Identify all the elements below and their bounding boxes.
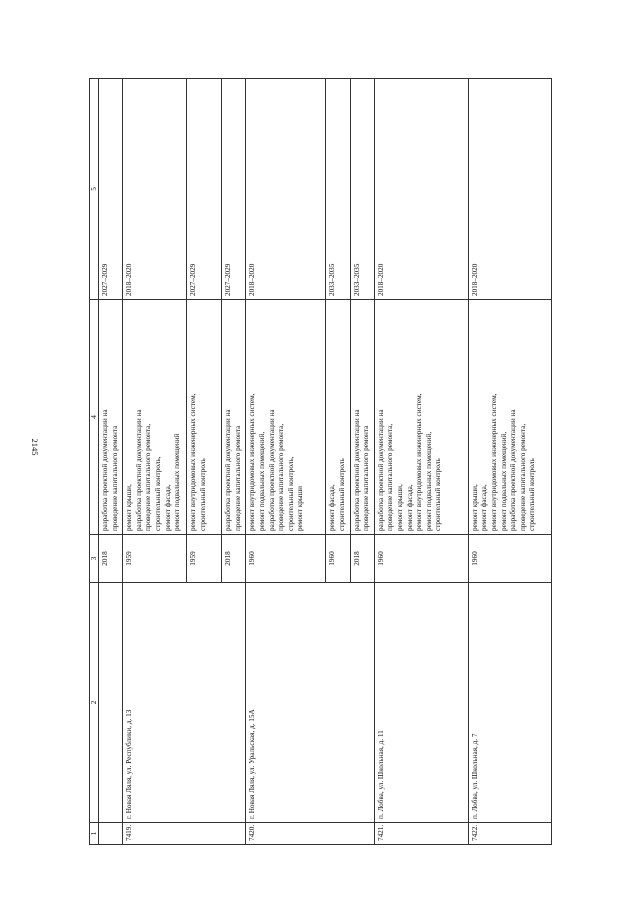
year-cell: 1960	[374, 535, 468, 583]
works-cell	[350, 300, 374, 535]
year-cell: 2018	[99, 535, 123, 583]
work-line: ремонт фасада,	[328, 484, 337, 531]
works-cell	[326, 300, 350, 535]
year-cell: 1959	[187, 535, 222, 583]
column-header: 1	[90, 823, 99, 845]
work-line: проведение капитального ремонта	[233, 425, 242, 531]
year-cell: 1960	[246, 535, 326, 583]
works-cell	[374, 300, 468, 535]
work-line: разработка проектной документации на	[267, 409, 276, 531]
table-row	[99, 79, 123, 845]
address-cell: г. Новая Ляля, ул. Республики, д. 13	[123, 583, 246, 823]
work-line: ремонт подвальных помещений,	[499, 431, 508, 531]
work-line: проведение капитального ремонта	[110, 425, 119, 531]
item-number-cell	[99, 823, 123, 845]
work-line: проведение капитального ремонта,	[144, 423, 153, 531]
year-cell: 1960	[468, 535, 551, 583]
work-line: проведение капитального ремонта,	[277, 423, 286, 531]
table-row	[468, 79, 551, 845]
work-line: проведение капитального ремонта,	[518, 423, 527, 531]
works-cell	[187, 300, 222, 535]
work-line: ремонт крыши,	[470, 484, 479, 531]
works-cell	[246, 300, 326, 535]
work-line: разработка проектной документации на	[134, 409, 143, 531]
year-cell: 1959	[123, 535, 187, 583]
period-cell: 2018–2020	[468, 79, 551, 300]
column-number-row	[90, 79, 99, 845]
column-header: 5	[90, 79, 99, 300]
work-line: ремонт крыши,	[125, 484, 134, 531]
works-cell	[99, 300, 123, 535]
period-cell: 2027–2029	[99, 79, 123, 300]
work-line: ремонт подвальных помещений,	[257, 431, 266, 531]
address-cell	[99, 583, 123, 823]
period-cell: 2018–2020	[123, 79, 187, 300]
work-line: ремонт фасада,	[405, 484, 414, 531]
period-cell: 2027–2029	[222, 79, 246, 300]
work-line: ремонт подвальных помещений	[173, 433, 182, 531]
period-cell: 2018–2020	[374, 79, 468, 300]
work-line: строительный контроль	[198, 458, 207, 531]
work-line: ремонт внутридомовых инженерных систем,	[489, 393, 498, 531]
year-cell: 1960	[326, 535, 350, 583]
address-cell: п. Лобва, ул. Школьная, д. 11	[374, 583, 468, 823]
address-cell: г. Новая Ляля, ул. Уральская, д. 15А	[246, 583, 374, 823]
period-cell: 2018–2020	[246, 79, 326, 300]
table-row	[374, 79, 468, 845]
period-cell: 2033–2035	[326, 79, 350, 300]
table-row	[123, 79, 187, 845]
work-line: разработка проектной документации на	[376, 409, 385, 531]
work-line: ремонт внутридомовых инженерных систем,	[415, 393, 424, 531]
work-line: ремонт крыши,	[395, 484, 404, 531]
period-cell: 2033–2035	[350, 79, 374, 300]
work-line: строительный контроль	[434, 458, 443, 531]
work-line: ремонт фасада,	[163, 484, 172, 531]
address-cell: п. Лобва, ул. Школьная, д. 7	[468, 583, 551, 823]
work-line: ремонт подвальных помещений,	[424, 431, 433, 531]
work-line: разработка проектной документации на	[509, 409, 518, 531]
work-line: строительный контроль,	[153, 456, 162, 531]
year-cell: 2018	[222, 535, 246, 583]
year-cell: 2018	[350, 535, 374, 583]
work-line: строительный контроль,	[286, 456, 295, 531]
work-line: строительный контроль	[528, 458, 537, 531]
work-line: строительный контроль	[337, 458, 346, 531]
item-number-cell: 7419.	[123, 823, 246, 845]
column-header: 2	[90, 583, 99, 823]
work-line: ремонт внутридомовых инженерных систем,	[248, 393, 257, 531]
item-number-cell: 7420.	[246, 823, 374, 845]
work-line: ремонт внутридомовых инженерных систем,	[189, 393, 198, 531]
item-number-cell: 7422.	[468, 823, 551, 845]
rotated-table-container	[89, 79, 552, 845]
item-number-cell: 7421.	[374, 823, 468, 845]
works-cell	[468, 300, 551, 535]
work-line: проведение капитального ремонта,	[386, 423, 395, 531]
work-line: разработка проектной документации на	[352, 409, 361, 531]
period-cell: 2027–2029	[187, 79, 222, 300]
column-header: 4	[90, 300, 99, 535]
page-number: 2145	[30, 438, 40, 456]
works-cell	[123, 300, 187, 535]
column-header: 3	[90, 535, 99, 583]
repair-schedule-table	[89, 78, 552, 845]
work-line: проведение капитального ремонта	[362, 425, 371, 531]
work-line: разработка проектной документации на	[224, 409, 233, 531]
work-line: ремонт фасада,	[480, 484, 489, 531]
work-line: ремонт крыши	[296, 485, 305, 531]
table-row	[246, 79, 326, 845]
work-line: разработка проектной документации на	[101, 409, 109, 531]
works-cell	[222, 300, 246, 535]
